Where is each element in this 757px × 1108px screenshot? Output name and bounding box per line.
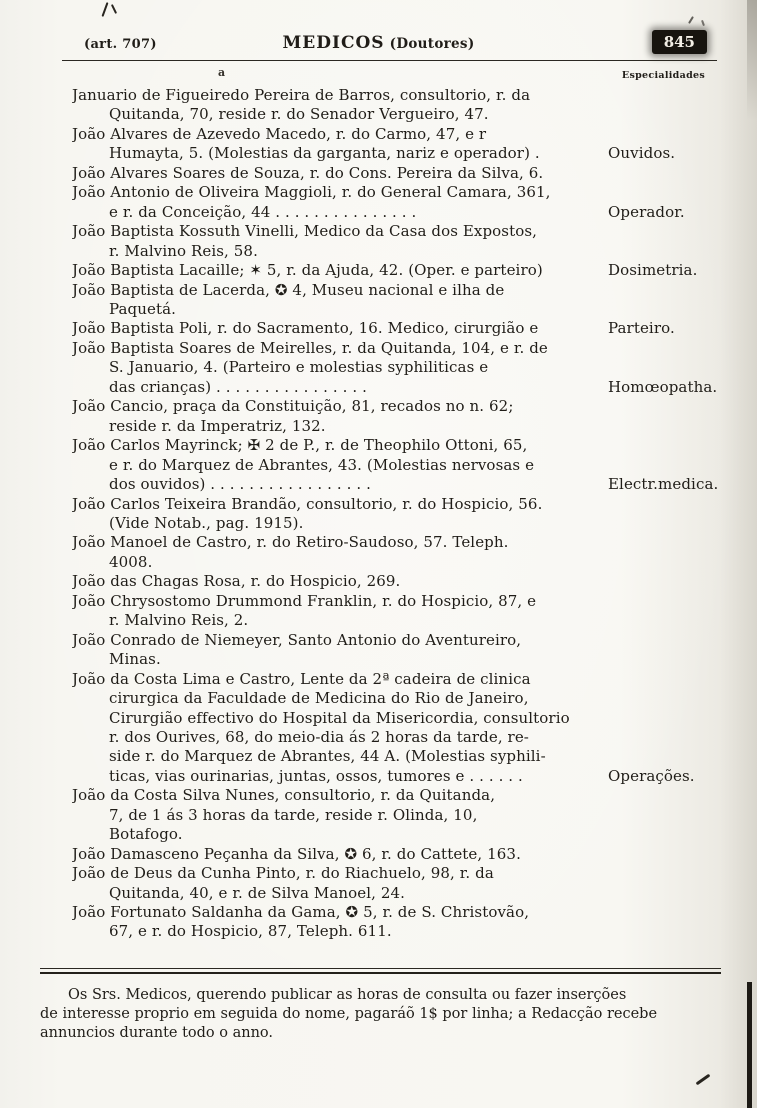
entry-line: Paquetá. [109,299,177,318]
directory-entry [72,261,716,280]
article-ref: (art. 707) [84,37,157,52]
entry-line: Quitanda, 70, reside r. do Senador Vergueiro, 47. [109,105,489,124]
directory-entry [72,592,716,631]
entry-line: João das Chagas Rosa, r. do Hospicio, 269. [72,572,401,591]
scan-artifact-scribble [101,2,108,17]
directory-entry [72,631,716,670]
entry-line: João Conrado de Niemeyer, Santo Antonio do Aventureiro, [72,630,522,649]
entry-line: 7, de 1 ás 3 horas da tarde, reside r. Olinda, 10, [109,805,478,824]
entry-line: João Carlos Mayrinck; ✠ 2 de P., r. de Theophilo Ottoni, 65, [72,436,528,455]
entry-line: João Manoel de Castro, r. do Retiro-Saudoso, 57. Teleph. [72,533,509,552]
entry-line: S. Januario, 4. (Parteiro e molestias syphiliticas e [109,358,489,377]
page-title-main: MEDICOS [282,33,385,53]
entry-line: reside r. da Imperatriz, 132. [109,416,326,435]
entry-line: João Alvares Soares de Souza, r. do Cons. Pereira da Silva, 6. [72,163,544,182]
directory-entry [72,319,716,338]
entry-line: e r. do Marquez de Abrantes, 43. (Molestias nervosas e [109,455,535,474]
footer-notice [40,986,724,1043]
directory-entry [72,864,716,903]
entry-line: João Alvares de Azevedo Macedo, r. do Carmo, 47, e r [72,124,487,143]
entry-line: João Baptista Lacaille; ✶ 5, r. da Ajuda, 42. (Oper. e parteiro) [72,261,543,280]
entry-line: João Chrysostomo Drummond Franklin, r. do Hospicio, 87, e [72,591,537,610]
scan-artifact-stray-letter: a [218,66,226,79]
scan-artifact-scribble [111,4,117,14]
entry-line: r. Malvino Reis, 58. [109,241,258,260]
entry-line: Quitanda, 40, e r. de Silva Manoel, 24. [109,883,406,902]
directory-entry [72,903,716,942]
entry-specialty: Ouvidos. [608,144,676,163]
entry-line: João Antonio de Oliveira Maggioli, r. do General Camara, 361, [72,183,551,202]
entry-line: João da Costa Silva Nunes, consultorio, r. da Quitanda, [72,786,496,805]
specialties-column-header: Especialidades [621,70,705,81]
entry-line: Cirurgião effectivo do Hospital da Misericordia, consultorio [109,708,570,727]
entry-specialty: Dosimetria. [608,261,698,280]
entry-line: das crianças) . . . . . . . . . . . . . . . . [109,377,367,396]
entry-line: João Baptista Soares de Meirelles, r. da Quitanda, 104, e r. de [72,338,548,357]
entry-line: ticas, vias ourinarias, juntas, ossos, tumores e . . . . . . [109,766,523,785]
scan-artifact-tick [701,20,705,26]
directory-entry [72,786,716,844]
entry-line: Januario de Figueiredo Pereira de Barros, consultorio, r. da [72,86,531,104]
entry-line: João Baptista Kossuth Vinelli, Medico da Casa dos Expostos, [72,222,538,241]
entry-specialty: Homœopatha. [608,377,718,396]
entry-line: 4008. [109,552,153,571]
directory-entry [72,339,716,397]
directory-entries [72,86,719,942]
entry-line: Minas. [109,650,161,669]
entry-line: Botafogo. [109,825,183,844]
entry-specialty: Operador. [608,202,685,221]
scan-artifact-pen-mark [696,1074,711,1086]
directory-entry [72,845,716,864]
entry-line: Humayta, 5. (Molestias da garganta, nariz e operador) . [109,144,540,163]
directory-entry [72,164,716,183]
page-number: 845 [652,30,707,54]
directory-entry [72,670,716,787]
entry-line: side r. do Marquez de Abrantes, 44 A. (Molestias syphili- [109,747,546,766]
footer-rule [40,968,721,974]
entry-line: João Baptista de Lacerda, ✪ 4, Museu nacional e ilha de [72,280,505,299]
entry-line: João Carlos Teixeira Brandão, consultorio, r. do Hospicio, 56. [72,494,543,513]
directory-entry [72,397,716,436]
directory-entry [72,572,716,591]
directory-entry [72,495,716,534]
entry-line: r. dos Ourives, 68, do meio-dia ás 2 horas da tarde, re- [109,727,529,746]
directory-entry [72,533,716,572]
footer-line: annuncios durante todo o anno. [40,1025,274,1041]
entry-specialty: Electr.medica. [608,475,719,494]
entry-line: João Cancio, praça da Constituição, 81, recados no n. 62; [72,397,514,416]
page-title-sub: (Doutores) [389,36,475,52]
entry-line: João de Deus da Cunha Pinto, r. do Riachuelo, 98, r. da [72,864,494,883]
page-header [0,30,757,58]
entry-line: João da Costa Lima e Castro, Lente da 2ª cadeira de clinica [72,669,531,688]
entry-line: João Baptista Poli, r. do Sacramento, 16. Medico, cirurgião e [72,319,539,338]
scan-artifact-tick [688,16,694,24]
scan-artifact-edge-shadow [747,0,757,120]
entry-line: 67, e r. do Hospicio, 87, Teleph. 611. [109,922,392,941]
directory-entry [72,86,716,125]
entry-line: (Vide Notab., pag. 1915). [109,513,304,532]
footer-line: Os Srs. Medicos, querendo publicar as horas de consulta ou fazer inserções [68,987,627,1003]
header-rule [62,60,717,61]
directory-entry [72,436,719,494]
directory-entry [72,222,716,261]
entry-line: João Fortunato Saldanha da Gama, ✪ 5, r. de S. Christovão, [72,903,530,922]
entry-line: r. Malvino Reis, 2. [109,611,249,630]
page-title [0,33,757,53]
entry-line: João Damasceno Peçanha da Silva, ✪ 6, r. do Cattete, 163. [72,844,521,863]
directory-entry [72,281,716,320]
entry-line: dos ouvidos) . . . . . . . . . . . . . . . . . [109,475,371,494]
entry-line: cirurgica da Faculdade de Medicina do Rio de Janeiro, [109,689,529,708]
entry-specialty: Parteiro. [608,319,675,338]
directory-entry [72,125,716,164]
entry-line: e r. da Conceição, 44 . . . . . . . . . . . . . . . [109,202,417,221]
entry-specialty: Operações. [608,766,695,785]
footer-line: de interesse proprio em seguida do nome, pagaráõ 1$ por linha; a Redacção recebe [40,1006,658,1022]
directory-entry [72,183,716,222]
scan-artifact-edge-bar [747,982,752,1108]
